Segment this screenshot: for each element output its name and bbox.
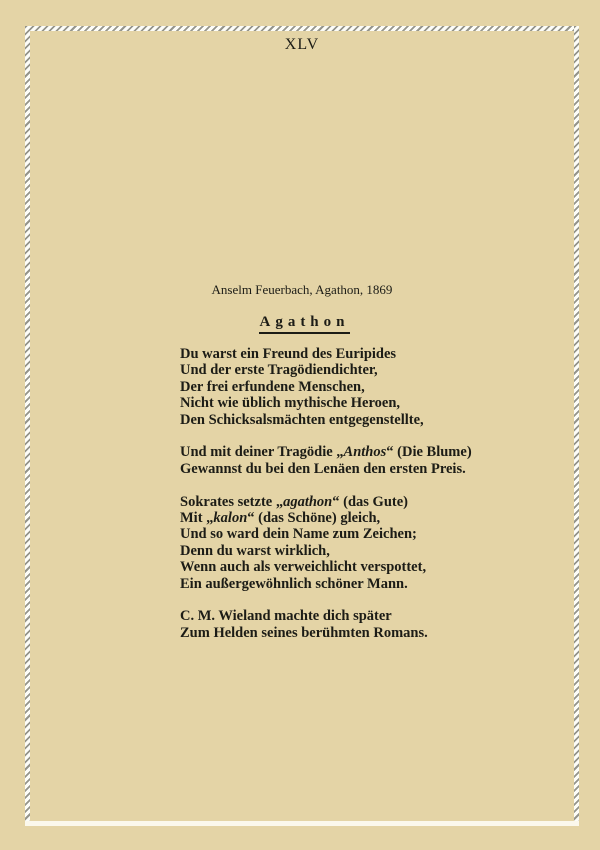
poem-line <box>180 608 472 624</box>
poem-line <box>180 625 472 641</box>
poem-segment: Gewannst du bei den Lenäen den ersten Preis. <box>180 460 466 477</box>
poem-line <box>180 395 472 411</box>
poem-segment: “ (das Gute) <box>332 493 408 510</box>
poem-line <box>180 362 472 378</box>
frame-border-bottom <box>25 821 579 826</box>
poem-segment: Wenn auch als verweichlicht verspottet, <box>180 559 427 576</box>
artwork-caption: Anselm Feuerbach, Agathon, 1869 <box>211 282 393 297</box>
poem-segment: Sokrates setzte „ <box>180 493 284 510</box>
poem-title-row <box>30 313 574 334</box>
poem-segment: C. M. Wieland machte dich später <box>180 608 392 625</box>
poem-line <box>180 543 472 559</box>
poem-line <box>180 576 472 592</box>
poem-segment: “ (das Schöne) gleich, <box>247 510 381 527</box>
poem-line <box>180 526 472 542</box>
poem-segment: Ein außergewöhnlich schöner Mann. <box>180 575 408 592</box>
poem-segment-italic: Anthos <box>343 444 387 461</box>
poem-stanza <box>180 608 472 641</box>
poem-line <box>180 559 472 575</box>
poem-line <box>180 444 472 460</box>
page-number: XLV <box>284 36 320 53</box>
poem-segment-italic: agathon <box>283 493 333 510</box>
frame-border-top <box>25 26 579 31</box>
frame-border-right <box>574 26 579 821</box>
poem-line <box>180 510 472 526</box>
poem-segment: Du warst ein Freund des Euripides <box>180 346 397 362</box>
poem-title: Agathon <box>259 314 349 334</box>
poem-segment: Mit „ <box>180 510 214 527</box>
poem-line <box>180 412 472 428</box>
poem-segment: Denn du warst wirklich, <box>180 542 330 559</box>
poem-segment-italic: kalon <box>213 510 248 527</box>
poem-stanza <box>180 346 472 428</box>
frame-border-left <box>25 26 30 821</box>
poem <box>180 346 472 658</box>
poem-segment: Und so ward dein Name zum Zeichen; <box>180 526 417 543</box>
poem-segment: Nicht wie üblich mythische Heroen, <box>180 395 401 412</box>
poem-line <box>180 494 472 510</box>
poem-segment: Der frei erfundene Menschen, <box>180 378 365 395</box>
poem-segment: Zum Helden seines berühmten Romans. <box>180 624 428 641</box>
poem-segment: Und der erste Tragödiendichter, <box>180 362 378 379</box>
poem-segment: Den Schicksalsmächten entgegenstellte, <box>180 411 424 428</box>
poem-segment: “ (Die Blume) <box>386 444 472 461</box>
poem-segment: Und mit deiner Tragödie „ <box>180 444 344 461</box>
poem-line <box>180 461 472 477</box>
poem-line <box>180 346 472 362</box>
poem-line <box>180 379 472 395</box>
poem-stanza <box>180 444 472 477</box>
poem-stanza <box>180 494 472 592</box>
